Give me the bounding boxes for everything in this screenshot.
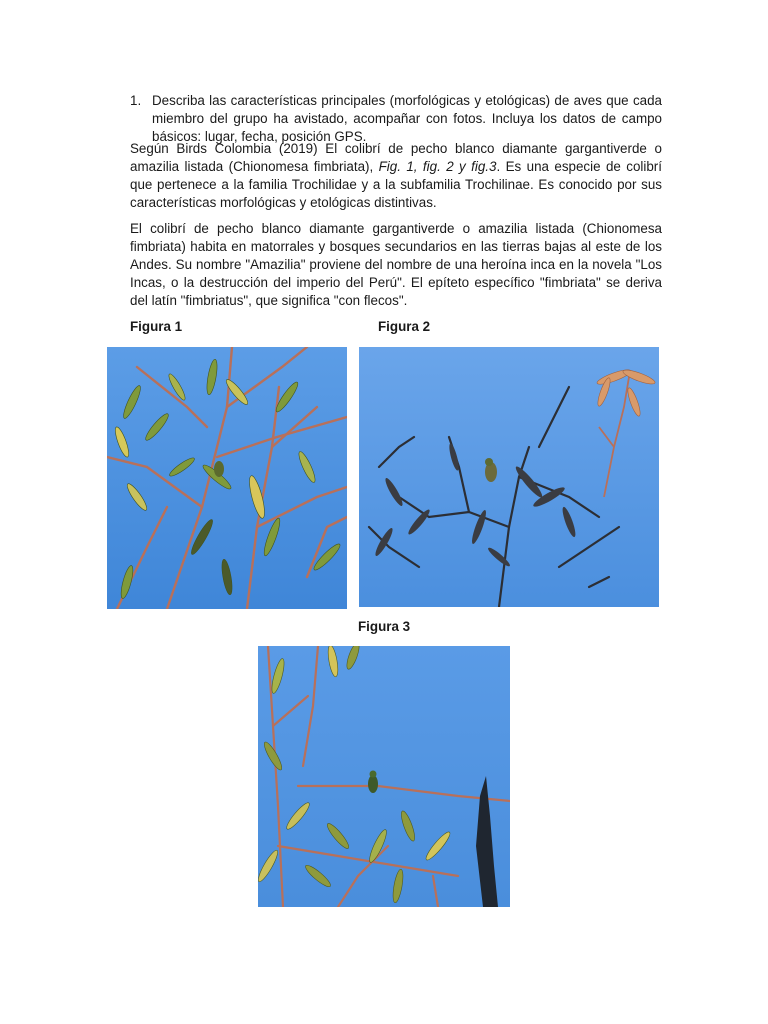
list-number: 1. (130, 93, 142, 108)
figure-reference: Fig. 1, fig. 2 y fig.3 (378, 159, 497, 174)
paragraph-intro-start: Según Birds Colombia (2019) El colibrí de pecho blanco diamante gargantiverde o amazilia listada (Chionomesa fimbriata), (130, 141, 662, 174)
figure-1-photo (107, 347, 347, 609)
figure-3-photo (258, 646, 510, 907)
question-item (130, 92, 662, 146)
figure-2-photo (359, 347, 659, 607)
paragraph-intro-end: . Es una especie de colibrí que pertenece a la familia Trochilidae y a la subfamilia Trochilinae. Es conocido por sus características morfológicas y etológicas distintivas. (130, 159, 662, 210)
figure-1-caption: Figura 1 (130, 319, 183, 334)
figure-2-caption: Figura 2 (378, 319, 431, 334)
paragraph-intro (130, 140, 662, 212)
figure-3-caption: Figura 3 (358, 619, 411, 634)
question-text: Describa las características principales (morfológicas y etológicas) de aves que cada miembro del grupo ha avistado, acompañar con fotos. Incluya los datos de campo básicos: lugar, fecha, posición GPS. (152, 93, 662, 144)
paragraph-habitat: El colibrí de pecho blanco diamante gargantiverde o amazilia listada (Chionomesa fimbriata) habita en matorrales y bosques secundarios en las tierras bajas al este de los Andes. Su nombre "Amazilia" proviene del nombre de una heroína inca en la novela "Los Incas, o la destrucción del imperio del Perú". El epíteto específico "fimbriata" se deriva del latín "fimbriatus", que significa "con flecos". (130, 221, 662, 308)
